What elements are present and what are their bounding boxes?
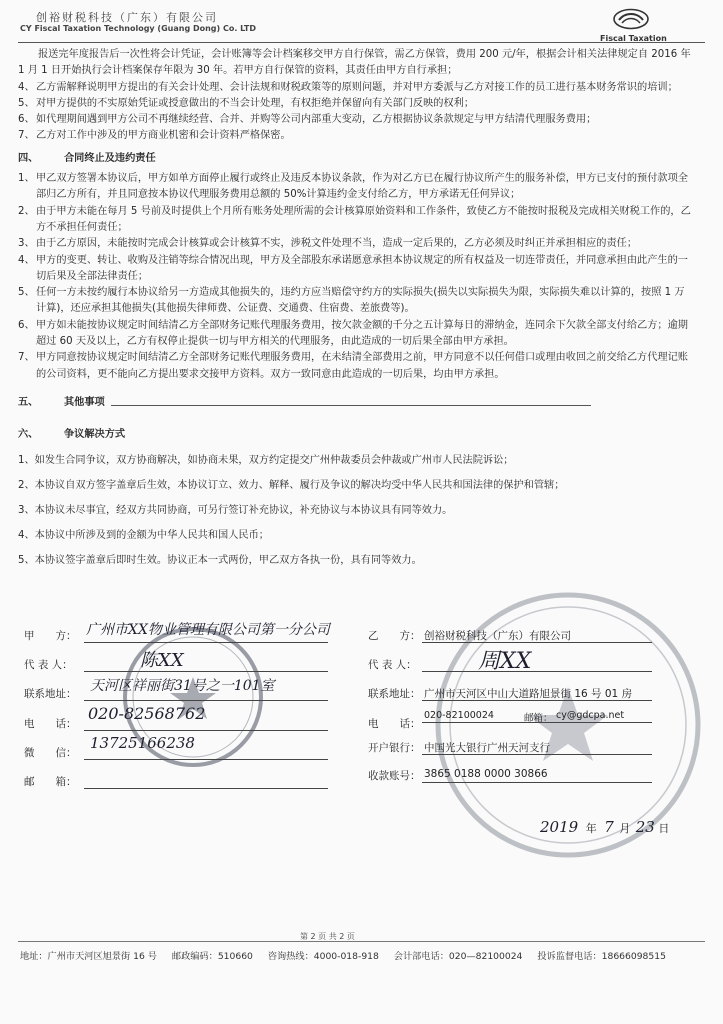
party-a-addr-handwritten: 天河区祥丽街31号之一101室 bbox=[90, 678, 275, 694]
dispute-item: 2、本协议自双方签字盖章后生效，本协议订立、效力、解释、履行及争议的解决均受中华人民共和国法律的保护和管辖； bbox=[18, 479, 565, 491]
party-b-label: 乙 方： bbox=[368, 630, 421, 642]
party-b-addr-label: 联系地址： bbox=[368, 688, 421, 700]
header-company-cn: 创裕财税科技（广东）有限公司 bbox=[36, 11, 218, 24]
party-a-email-line bbox=[84, 788, 328, 789]
party-b-account-label: 收款账号： bbox=[368, 770, 421, 782]
party-b-email: cy@gdcpa.net bbox=[556, 710, 625, 721]
contract-body bbox=[18, 47, 693, 573]
party-a-email-label: 邮 箱： bbox=[24, 776, 77, 788]
party-a-rep-label: 代 表 人： bbox=[24, 659, 73, 671]
party-b-line bbox=[422, 642, 652, 643]
dispute-item: 3、本协议未尽事宜，经双方共同协商，可另行签订补充协议，补充协议与本协议具有同等效力。 bbox=[18, 504, 453, 516]
footer-postcode: 邮政编码：510660 bbox=[171, 951, 253, 962]
party-b-account: 3865 0188 0000 30866 bbox=[424, 768, 548, 780]
dispute-item: 1、如发生合同争议，双方协商解决，如协商未果，双方约定提交广州仲裁委员会仲裁或广州市人民法院诉讼； bbox=[18, 454, 514, 466]
party-b-tel: 020-82100024 bbox=[424, 710, 494, 721]
dispute-item: 4、本协议中所涉及到的金额为中华人民共和国人民币； bbox=[18, 529, 269, 541]
party-a-label: 甲 方： bbox=[24, 630, 77, 642]
other-matters-blank bbox=[111, 395, 591, 406]
party-a-handwritten: 广州市XX物业管理有限公司第一分公司 bbox=[86, 622, 330, 638]
section-heading-5: 五、 其他事项 bbox=[18, 395, 693, 411]
footer-address: 地址：广州市天河区旭景街 16 号 bbox=[20, 951, 157, 962]
party-b-email-label: 邮箱： bbox=[524, 713, 553, 724]
party-a-rep-line bbox=[84, 671, 328, 672]
party-a-addr-label: 联系地址： bbox=[24, 688, 77, 700]
clause-item: 4、 乙方需解释说明甲方提出的有关会计处理、会计法规和财税政策等的原则问题，并对甲方委派与乙方对接工作的员工进行基本财务常识的培训； bbox=[18, 81, 678, 93]
party-a-addr-line bbox=[84, 700, 328, 701]
party-a-wechat-label: 微 信： bbox=[24, 747, 77, 759]
party-b-tel-line bbox=[422, 722, 652, 723]
party-b-rep-label: 代 表 人： bbox=[368, 659, 417, 671]
header-divider bbox=[18, 42, 705, 43]
footer-contact bbox=[20, 948, 678, 962]
party-b-addr: 广州市天河区中山大道路旭景街 16 号 01 房 bbox=[424, 688, 633, 700]
clause-item: 3、 由于乙方原因，未能按时完成会计核算或会计核算不实，涉税文件处理不当，造成一定后果的，乙方必须及时纠正并承担相应的责任； bbox=[18, 238, 638, 250]
footer-divider bbox=[18, 941, 705, 942]
company-logo-icon bbox=[611, 8, 651, 30]
clause-item: 5、 任何一方未按约履行本协议给另一方造成其他损失的，违约方应当赔偿守约方的实际损失(损失以实际损失为限，实际损失难以计算的，按照 1 万计算)，还应承担其他损失(其他损失律师费、公证费、交通费、住宿费、差旅费等)。 bbox=[18, 287, 685, 315]
header-company-en: CY Fiscal Taxation Technology (Guang Dong) Co. LTD bbox=[20, 24, 257, 33]
party-a-tel-label: 电 话： bbox=[24, 718, 77, 730]
party-b-rep-signature: 周XX bbox=[478, 649, 532, 674]
footer-hotline: 咨询热线：4000-018-918 bbox=[267, 951, 379, 962]
footer-accounting: 会计部电话：020—82100024 bbox=[393, 951, 523, 962]
sign-date: 2019 年 7 月 23 日 bbox=[540, 818, 670, 836]
party-a-tel-line bbox=[84, 730, 328, 731]
party-b-rep-line bbox=[422, 671, 652, 672]
party-b-bank-label: 开户银行： bbox=[368, 742, 421, 754]
party-b-addr-line bbox=[422, 700, 652, 701]
party-b-account-line bbox=[422, 782, 652, 783]
party-a-wechat-line bbox=[84, 759, 328, 760]
clause-continued: 报送完年度报告后一次性将会计凭证，会计账簿等会计档案移交甲方自行保管，需乙方保管，费用 200 元/年，根据会计相关法律规定自 2016 年 1 月 1 日开始执行会计档案保存年限为 30 年。若甲方自行保管的资料，其责任由甲方自行承担； bbox=[18, 49, 691, 77]
header-brand: Fiscal Taxation bbox=[600, 34, 667, 43]
footer-complaint: 投诉监督电话：18666098515 bbox=[537, 951, 666, 962]
party-a-rep-signature: 陈XX bbox=[140, 650, 184, 671]
party-b-tel-label: 电 话： bbox=[368, 718, 421, 730]
party-b-name: 创裕财税科技（广东）有限公司 bbox=[424, 630, 571, 642]
clause-item: 7、 甲方同意按协议规定时间结清乙方全部财务记账代理服务费用，在未结清全部费用之前，甲方同意不以任何借口或理由收回之前交给乙方代理记账的公司资料，更不能向乙方提出要求交接甲方资料。双方一致同意由此造成的一切后果，均由甲方承担。 bbox=[18, 352, 688, 380]
party-b-bank-line bbox=[422, 754, 652, 755]
party-a-tel-handwritten: 020-82568762 bbox=[88, 704, 206, 723]
clause-item: 4、 甲方的变更、转让、收购及注销等综合情况出现，甲方及全部股东承诺愿意承担本协议规定的所有权益及一切连带责任，并同意承担由此产生的一切后果及全部法律责任； bbox=[18, 254, 688, 282]
clause-item: 6、 如代理期间遇到甲方公司不再继续经营、合并、并购等公司内部重大变动，乙方根据协议条款规定与甲方结清代理服务费用； bbox=[18, 114, 597, 126]
clause-item: 6、 甲方如未能按协议规定时间结清乙方全部财务记账代理服务费用，按欠款金额的千分之五计算每日的滞纳金，连同余下欠款全部支付给乙方；逾期超过 60 天及以上，乙方有权停止提供一切与甲方相关的代理服务，由此造成的一切后果全部由甲方承担。 bbox=[18, 319, 688, 348]
clause-item: 2、 由于甲方未能在每月 5 号前及时提供上个月所有账务处理所需的会计核算原始资料和工作条件，致使乙方不能按时报税及完成相关财税工作的，乙方不承担任何责任； bbox=[18, 205, 691, 233]
party-a-line bbox=[84, 642, 328, 643]
party-a-wechat-handwritten: 13725166238 bbox=[90, 734, 195, 752]
clause-item: 5、 对甲方提供的不实原始凭证或授意做出的不当会计处理，有权拒绝并保留向有关部门反映的权利； bbox=[18, 97, 475, 109]
section-heading-4: 四、 合同终止及违约责任 bbox=[18, 152, 156, 164]
clause-item: 1、 甲乙双方签署本协议后，甲方如单方面停止履行或终止及违反本协议条款，作为对乙方已在履行协议所产生的服务补偿，甲方已支付的预付款项全部归乙方所有，并且同意按本协议代理服务费用总额的 50%计算违约金支付给乙方，甲方承诺无任何异议； bbox=[18, 173, 688, 201]
page-number: 第 2 页 共 2 页 bbox=[300, 932, 355, 941]
party-b-bank: 中国光大银行广州天河支行 bbox=[424, 742, 550, 754]
clause-item: 7、 乙方对工作中涉及的甲方商业机密和会计资料严格保密。 bbox=[18, 130, 291, 142]
section-heading-6: 六、 争议解决方式 bbox=[18, 429, 126, 441]
dispute-item: 5、本协议签字盖章后即时生效。协议正本一式两份，甲乙双方各执一份，具有同等效力。 bbox=[18, 554, 422, 566]
